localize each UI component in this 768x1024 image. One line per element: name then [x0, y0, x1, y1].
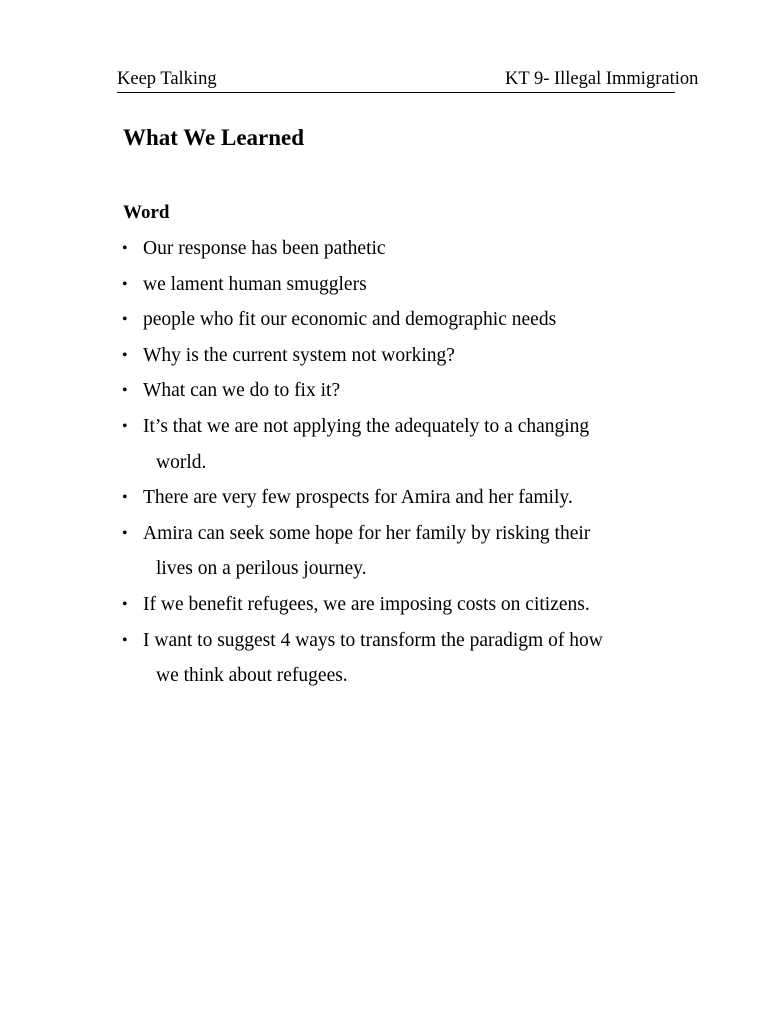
bullet-icon: • [122, 275, 128, 293]
list-item-text: I want to suggest 4 ways to transform the paradigm of how [143, 629, 603, 651]
bullet-icon: • [122, 631, 128, 649]
bullet-icon: • [122, 382, 128, 400]
list-item [118, 231, 698, 267]
list-item [118, 623, 698, 694]
list-item-text: Our response has been pathetic [143, 238, 386, 259]
list-item-continuation: world. [156, 451, 207, 473]
bullet-icon: • [122, 346, 128, 364]
page-title: What We Learned [123, 125, 305, 150]
list-item-text: Amira can seek some hope for her family by risking their [143, 522, 591, 544]
list-item [118, 267, 698, 303]
list-item-text: Why is the current system not working? [143, 344, 455, 366]
list-item [118, 516, 698, 587]
list-item-text: It’s that we are not applying the adequately to a changing [143, 415, 590, 437]
list-item [118, 409, 698, 480]
list-item-text: we lament human smugglers [143, 273, 367, 295]
list-item-text: What can we do to fix it? [143, 380, 341, 402]
bullet-icon: • [122, 595, 128, 613]
list-item [118, 480, 698, 516]
list-item [118, 338, 698, 374]
list-item-text: There are very few prospects for Amira and her family. [143, 487, 573, 509]
list-item [118, 373, 698, 409]
header-left-text: Keep Talking [117, 69, 217, 89]
bullet-icon: • [122, 311, 128, 329]
bullet-icon: • [122, 489, 128, 507]
list-item-continuation: lives on a perilous journey. [156, 558, 367, 580]
page-header [117, 66, 699, 93]
list-item-text: If we benefit refugees, we are imposing costs on citizens. [143, 593, 590, 615]
list-item [118, 302, 698, 338]
bullet-icon: • [122, 417, 128, 435]
list-item [118, 587, 698, 623]
bullet-icon: • [122, 524, 128, 542]
list-item-text: people who fit our economic and demographic needs [143, 309, 557, 331]
header-right-text: KT 9- Illegal Immigration [505, 69, 699, 89]
bullet-list [118, 231, 698, 694]
list-item-continuation: we think about refugees. [156, 665, 348, 687]
section-heading: Word [123, 202, 170, 223]
bullet-icon: • [122, 240, 128, 257]
